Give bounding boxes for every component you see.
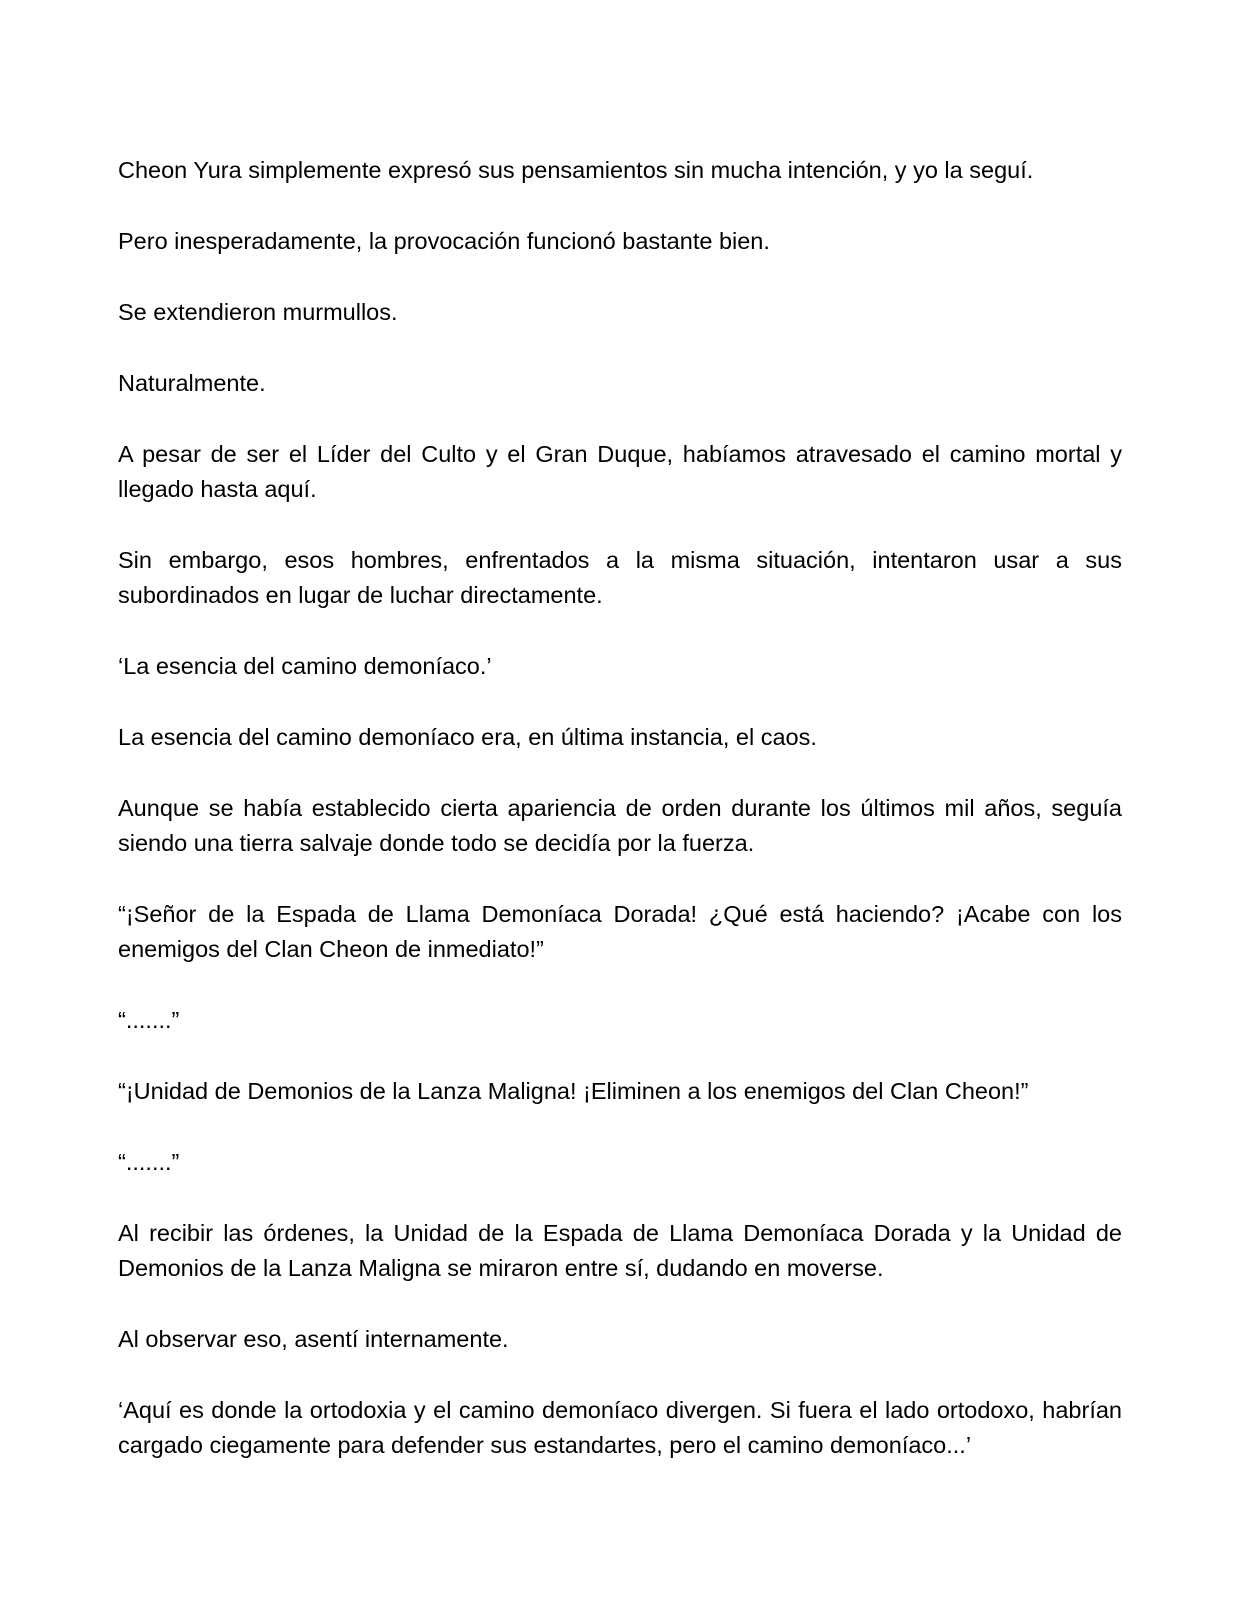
paragraph: “.......” [118,1007,180,1033]
paragraph: Sin embargo, esos hombres, enfrentados a la misma situación, intentaron usar a sus subordinados en lugar de luchar directamente. [118,547,1122,608]
paragraph: “¡Señor de la Espada de Llama Demoníaca Dorada! ¿Qué está haciendo? ¡Acabe con los enemigos del Clan Cheon de inmediato!” [118,901,1122,962]
paragraph: Al recibir las órdenes, la Unidad de la Espada de Llama Demoníaca Dorada y la Unidad de Demonios de la Lanza Maligna se miraron entre sí, dudando en moverse. [118,1220,1122,1281]
paragraph: Se extendieron murmullos. [118,299,398,325]
paragraph: Aunque se había establecido cierta apariencia de orden durante los últimos mil años, seguía siendo una tierra salvaje donde todo se decidía por la fuerza. [118,795,1122,856]
paragraph: Pero inesperadamente, la provocación funcionó bastante bien. [118,228,770,254]
paragraph: Cheon Yura simplemente expresó sus pensamientos sin mucha intención, y yo la seguí. [118,157,1034,183]
paragraph: A pesar de ser el Líder del Culto y el Gran Duque, habíamos atravesado el camino mortal y llegado hasta aquí. [118,441,1122,502]
paragraph: Al observar eso, asentí internamente. [118,1326,509,1352]
paragraph: ‘La esencia del camino demoníaco.’ [118,653,492,679]
paragraph: “¡Unidad de Demonios de la Lanza Maligna! ¡Eliminen a los enemigos del Clan Cheon!” [118,1078,1029,1104]
paragraph: Naturalmente. [118,370,266,396]
paragraph: ‘Aquí es donde la ortodoxia y el camino demoníaco divergen. Si fuera el lado ortodoxo, habrían cargado ciegamente para defender sus estandartes, pero el camino demoníaco...’ [118,1397,1122,1458]
document-body [118,153,1122,1463]
paragraph: “.......” [118,1149,180,1175]
paragraph: La esencia del camino demoníaco era, en última instancia, el caos. [118,724,817,750]
